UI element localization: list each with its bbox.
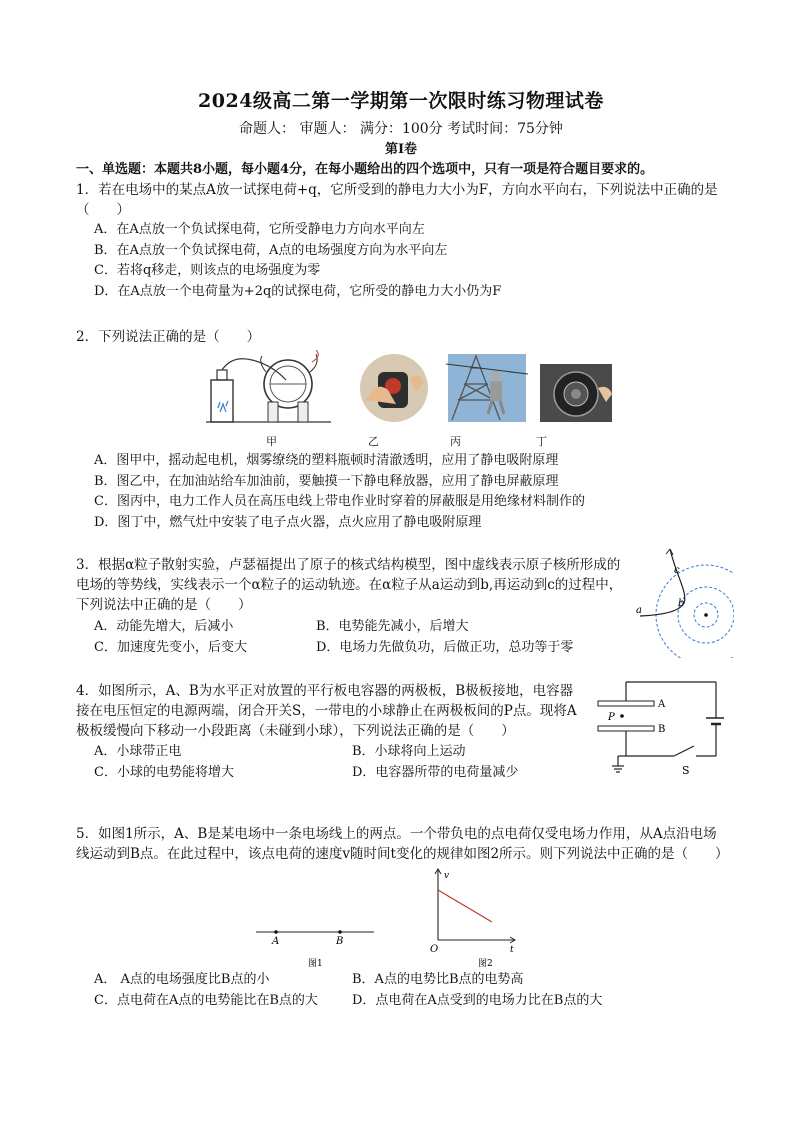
option-c: C．若将q移走，则该点的电场强度为零 <box>94 263 321 278</box>
option-c: C．加速度先变小，后变大 <box>94 639 247 655</box>
figure-ding <box>540 364 612 422</box>
option-a: A．在A点放一个负试探电荷，它所受静电力方向水平向左 <box>94 222 425 237</box>
question-4-options <box>76 742 596 783</box>
question-3 <box>76 555 631 615</box>
option-b: B．在A点放一个负试探电荷，A点的电场强度方向为水平向左 <box>94 242 448 258</box>
option-b: B．图乙中，在加油站给车加油前，要触摸一下静电释放器，应用了静电屏蔽原理 <box>94 473 559 489</box>
label-point-p: P <box>608 712 615 723</box>
page-title: 2024级高二第一学期第一次限时练习物理试卷 <box>198 90 604 112</box>
option-a: A．图甲中，摇动起电机，烟雾缭绕的塑料瓶顿时清澈透明，应用了静电吸附原理 <box>94 453 559 468</box>
question-2-options <box>76 451 726 533</box>
question-2 <box>76 327 726 347</box>
q4-circuit <box>594 676 724 781</box>
question-5 <box>76 824 729 864</box>
section-heading: 一、单选题：本题共8小题，每小题4分，在每小题给出的四个选项中，只有一项是符合题目要求的。 <box>76 162 654 177</box>
figure-bing <box>446 354 528 422</box>
question-4 <box>76 681 584 741</box>
question-stem: 4．如图所示，A、B为水平正对放置的平行板电容器的两极板，B极板接地，电容器接在电压恒定的电源两端，闭合开关S，一带电的小球静止在两极板间的P点。现将A极板缓慢向下移动一小段距离（未碰到小球），下列说法正确的是（ ） <box>76 683 577 739</box>
fig1-label-b: B <box>336 936 344 947</box>
caption-bing: 丙 <box>450 435 461 448</box>
question-1 <box>76 180 726 302</box>
q3-figure <box>634 543 734 658</box>
option-b: B．A点的电势比B点的电势高 <box>352 972 524 987</box>
fig1-label-a: A <box>272 936 280 947</box>
q5-figures <box>252 866 612 968</box>
question-stem: 1．若在电场中的某点A放一试探电荷+q，它所受到的静电力大小为F，方向水平向右，下列说法中正确的是（ ） <box>76 182 718 218</box>
option-c: C．图丙中，电力工作人员在高压电线上带电作业时穿着的屏蔽服是用绝缘材料制作的 <box>94 494 585 509</box>
option-b: B．小球将向上运动 <box>352 744 466 759</box>
question-5-options <box>76 970 726 1011</box>
caption-yi: 乙 <box>368 435 379 448</box>
option-d: D．图丁中，燃气灶中安装了电子点火器，点火应用了静电吸附原理 <box>94 514 482 530</box>
option-d: D．在A点放一个电荷量为+2q的试探电荷，它所受的静电力大小仍为F <box>94 283 502 299</box>
exam-info: 命题人： 审题人： 满分：100分 考试时间：75分钟 <box>239 121 563 137</box>
label-plate-b: B <box>658 724 666 735</box>
fig2-xlabel: t <box>510 945 514 955</box>
label-switch-s: S <box>682 764 690 777</box>
figure-jia <box>206 350 331 422</box>
question-stem: 2．下列说法正确的是（ ） <box>76 329 261 345</box>
figure-yi <box>360 354 428 422</box>
label-c: c <box>674 565 680 576</box>
fig2-ylabel: v <box>444 871 450 881</box>
option-c: C．小球的电势能将增大 <box>94 764 234 780</box>
option-b: B．电势能先减小，后增大 <box>316 619 469 634</box>
question-3-options <box>76 617 726 658</box>
option-c: C．点电荷在A点的电势能比在B点的大 <box>94 992 318 1008</box>
option-a: A． A点的电场强度比B点的小 <box>94 972 270 987</box>
label-a: a <box>636 605 642 616</box>
option-d: D．电容器所带的电荷量减少 <box>352 764 519 780</box>
option-d: D．电场力先做负功，后做正功，总功等于零 <box>316 639 574 655</box>
option-a: A．小球带正电 <box>94 744 182 759</box>
option-a: A．动能先增大，后减小 <box>94 619 234 634</box>
fig2-caption: 图2 <box>478 959 493 968</box>
question-stem: 3．根据α粒子散射实验，卢瑟福提出了原子的核式结构模型，图中虚线表示原子核所形成的电场的等势线，实线表示一个α粒子的运动轨迹。在α粒子从a运动到b,再运动到c的过程中，下列说法中正确的是（ ） <box>76 557 623 613</box>
label-plate-a: A <box>658 699 666 710</box>
fig2-origin: O <box>430 944 439 955</box>
caption-ding: 丁 <box>536 435 547 448</box>
option-d: D．点电荷在A点受到的电场力比在B点的大 <box>352 992 603 1008</box>
volume-label: 第Ⅰ卷 <box>384 142 418 157</box>
q2-figures <box>206 350 626 430</box>
caption-jia: 甲 <box>266 435 277 448</box>
fig1-caption: 图1 <box>308 959 323 968</box>
question-stem: 5．如图1所示，A、B是某电场中一条电场线上的两点。一个带负电的点电荷仅受电场力作用，从A点沿电场线运动到B点。在此过程中，该点电荷的速度v随时间t变化的规律如图2所示。则下列说法中正确的是（ ） <box>76 826 729 862</box>
label-b: b <box>678 598 685 609</box>
